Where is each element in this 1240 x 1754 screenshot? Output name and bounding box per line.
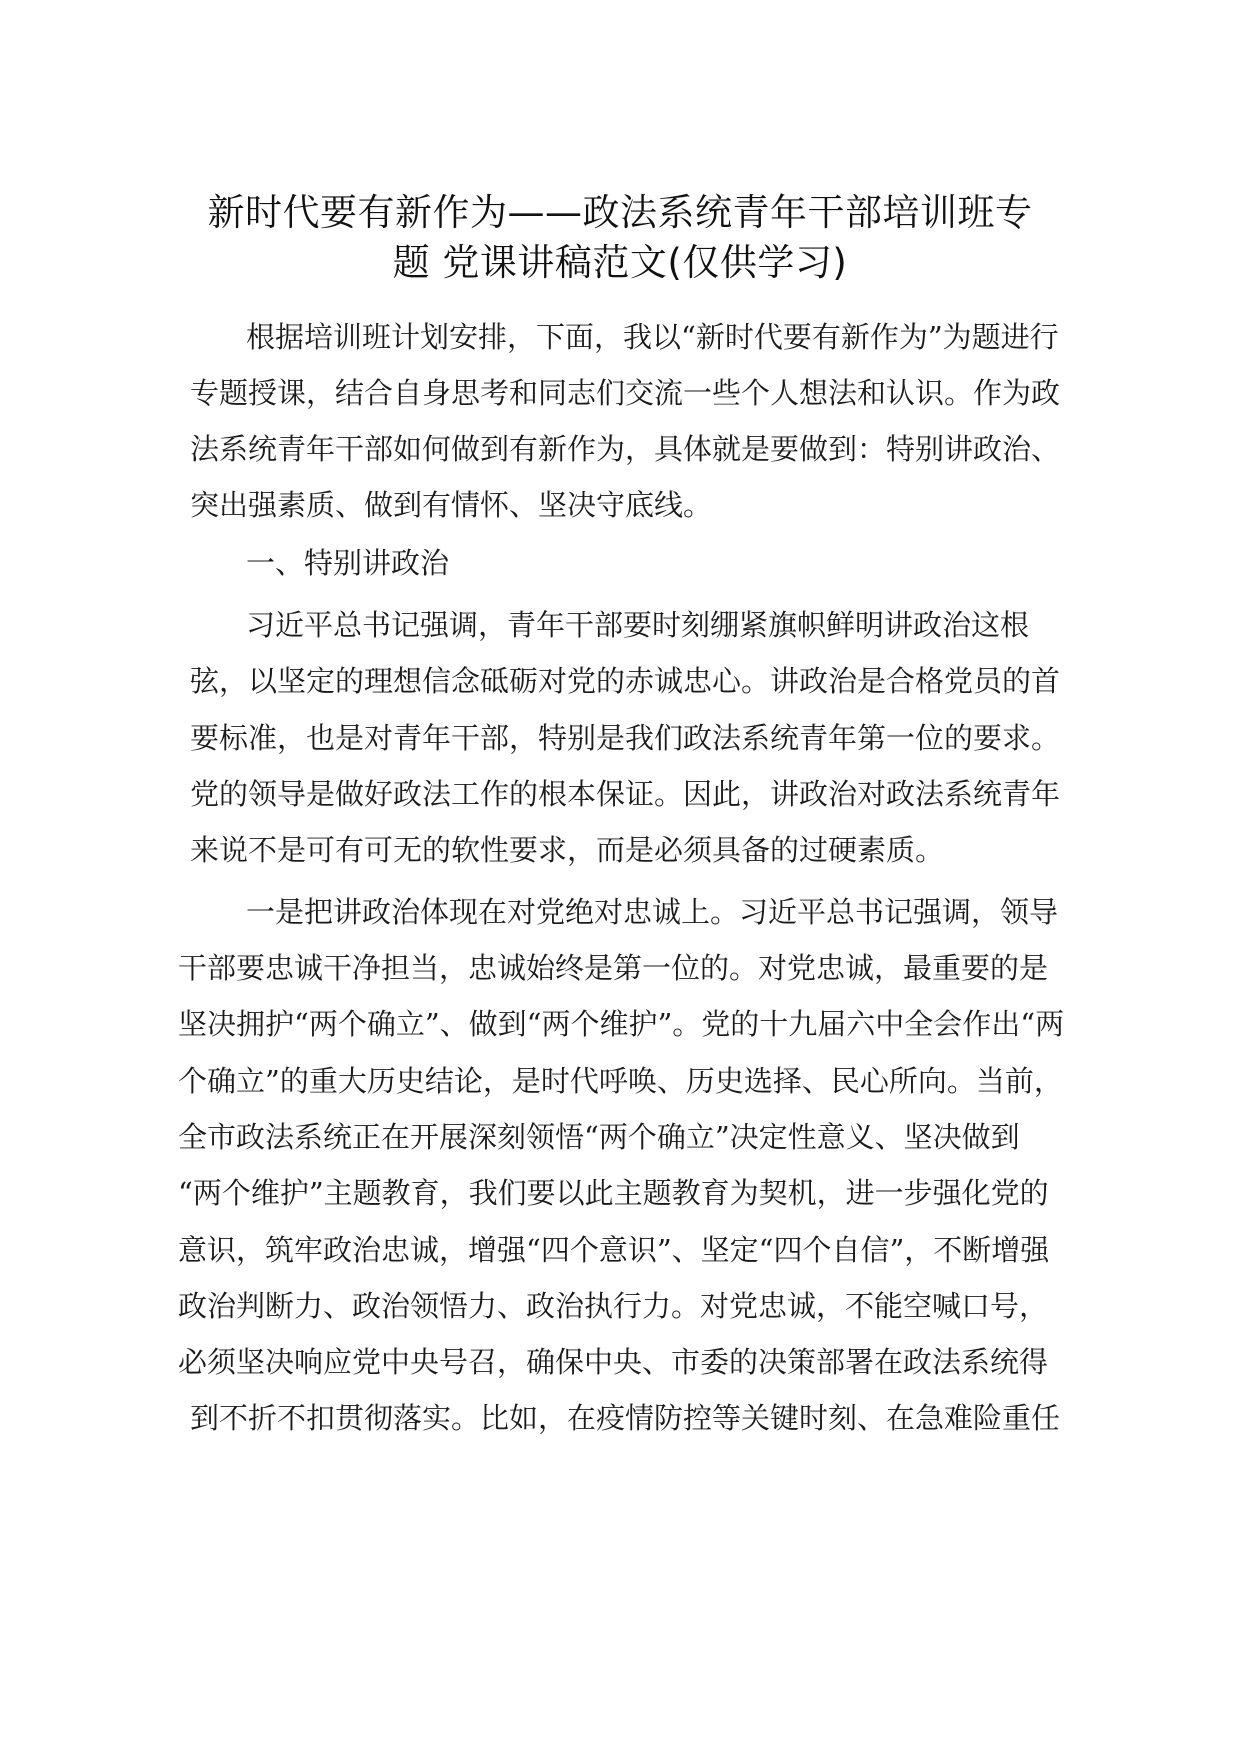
paragraph-line: 要标准，也是对青年干部，特别是我们政法系统青年第一位的要求。 [190, 721, 1061, 755]
paragraph-line: 弦，以坚定的理想信念砥砺对党的赤诚忠心。讲政治是合格党员的首 [190, 664, 1061, 698]
paragraph-line: 政治判断力、政治领悟力、政治执行力。对党忠诚，不能空喊口号， [178, 1289, 1049, 1323]
paragraph-line: “两个维护”主题教育，我们要以此主题教育为契机，进一步强化党的 [178, 1176, 1049, 1210]
paragraph-line: 全市政法系统正在开展深刻领悟“两个确立”决定性意义、坚决做到 [178, 1120, 1020, 1154]
paragraph-line: 习近平总书记强调，青年干部要时刻绷紧旗帜鲜明讲政治这根 [246, 608, 1030, 642]
paragraph-line: 根据培训班计划安排，下面，我以“新时代要有新作为”为题进行 [246, 320, 1059, 354]
paragraph-line: 干部要忠诚干净担当，忠诚始终是第一位的。对党忠诚，最重要的是 [178, 951, 1049, 985]
paragraph-line: 一是把讲政治体现在对党绝对忠诚上。习近平总书记强调，领导 [246, 895, 1059, 929]
document-title-line-2: 题 党课讲稿范文(仅供学习) [392, 241, 848, 284]
paragraph-line: 法系统青年干部如何做到有新作为，具体就是要做到：特别讲政治、 [190, 432, 1061, 466]
paragraph-line: 到不折不扣贯彻落实。比如，在疫情防控等关键时刻、在急难险重任 [190, 1401, 1061, 1435]
paragraph-line: 必须坚决响应党中央号召，确保中央、市委的决策部署在政法系统得 [178, 1345, 1049, 1379]
paragraph-line: 党的领导是做好政法工作的根本保证。因此，讲政治对政法系统青年 [190, 777, 1061, 811]
paragraph-line: 专题授课，结合自身思考和同志们交流一些个人想法和认识。作为政 [190, 376, 1061, 410]
paragraph-line: 个确立”的重大历史结论，是时代呼唤、历史选择、民心所向。当前， [178, 1064, 1063, 1098]
paragraph-line: 突出强素质、做到有情怀、坚决守底线。 [190, 488, 713, 522]
paragraph-line: 来说不是可有可无的软性要求，而是必须具备的过硬素质。 [190, 833, 945, 867]
document-title-line-1: 新时代要有新作为——政法系统青年干部培训班专 [207, 191, 1033, 234]
paragraph-line: 意识，筑牢政治忠诚，增强“四个意识”、坚定“四个自信”，不断增强 [178, 1233, 1050, 1267]
section-heading: 一、特别讲政治 [246, 546, 450, 580]
paragraph-line: 坚决拥护“两个确立”、做到“两个维护”。党的十九届六中全会作出“两 [178, 1007, 1065, 1041]
